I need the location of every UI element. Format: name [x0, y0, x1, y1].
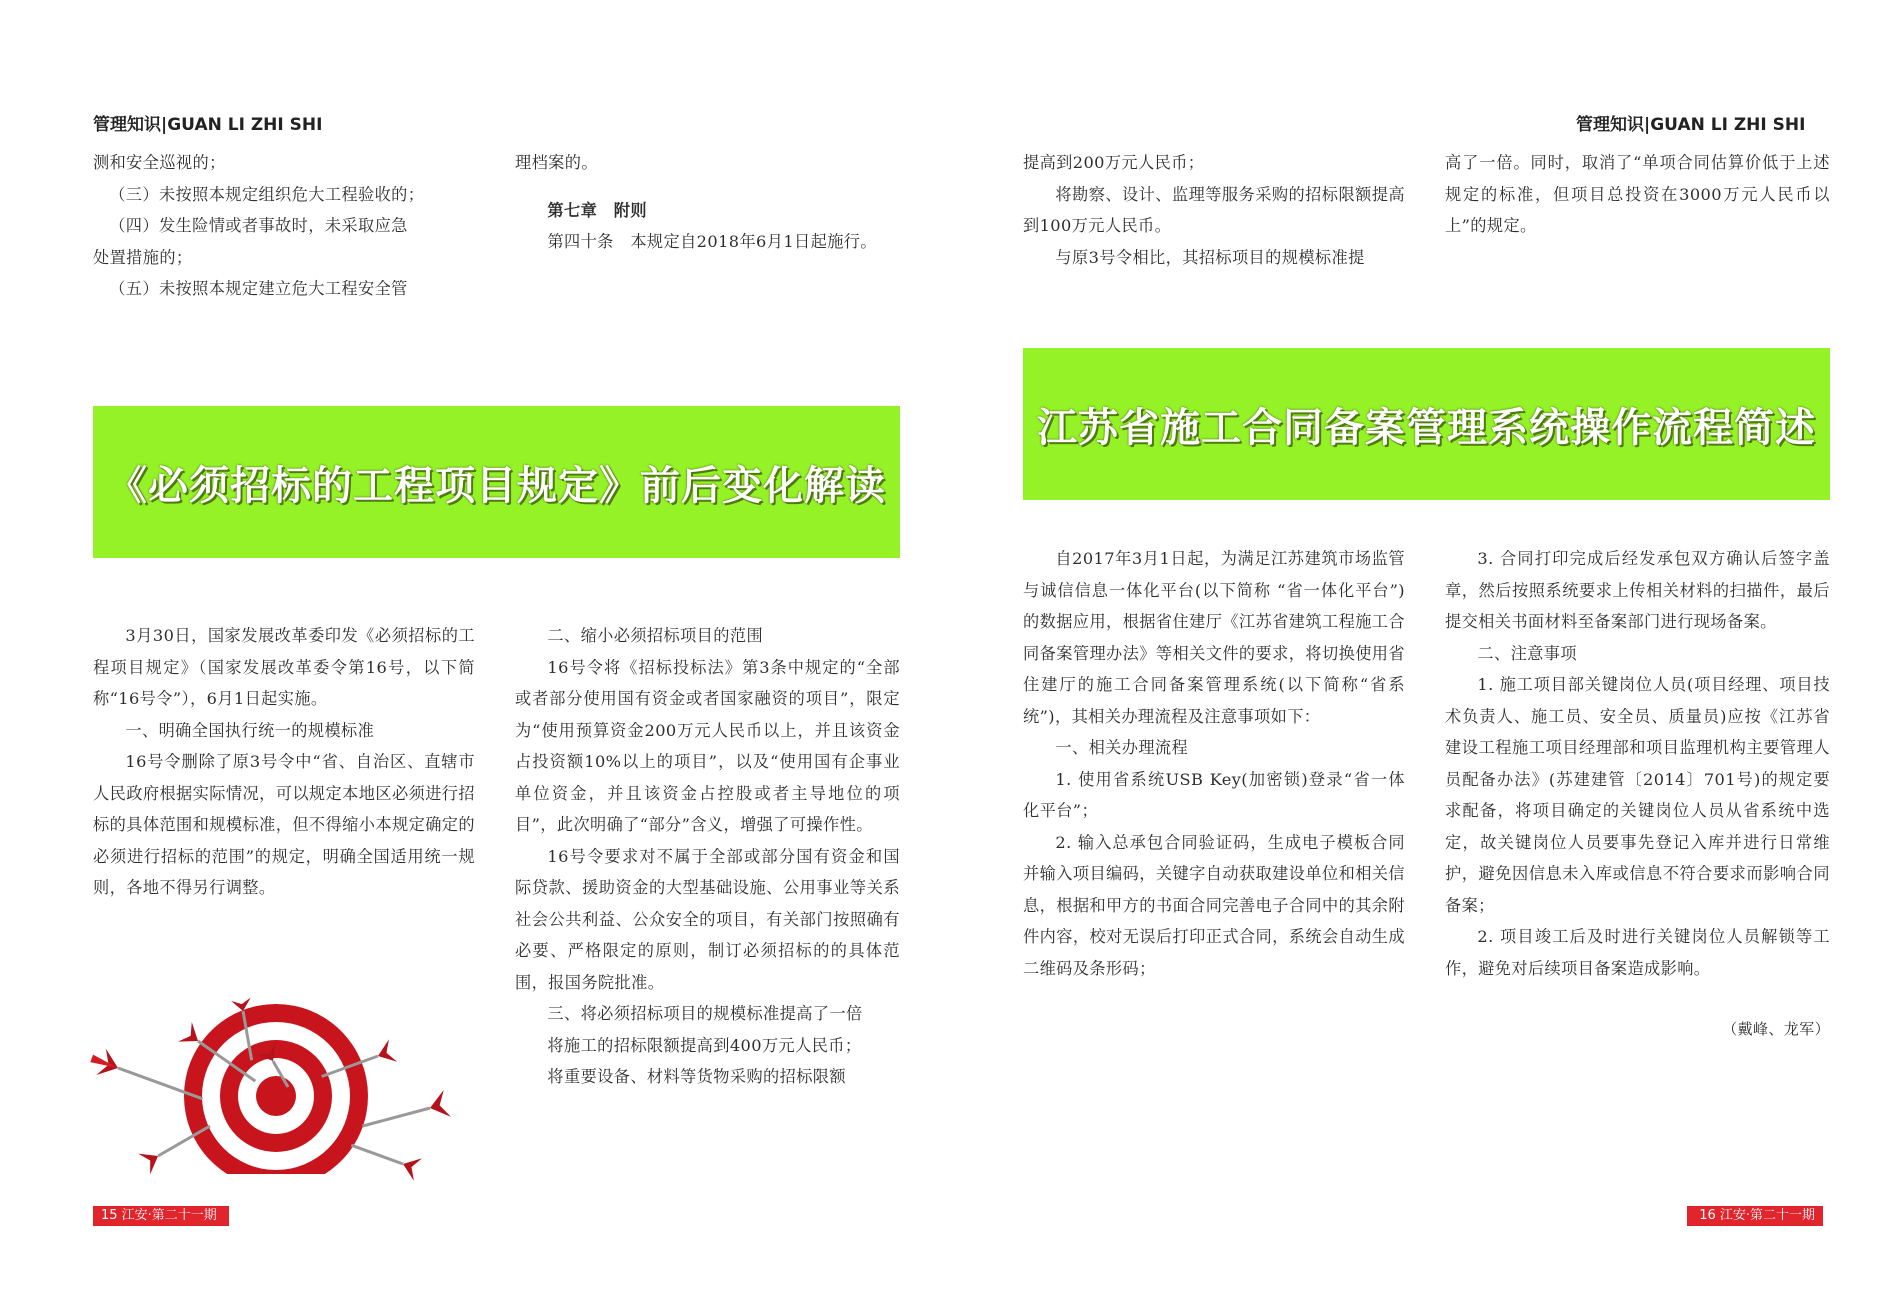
- left-top-column-2: [515, 147, 900, 258]
- article-title: 江苏省施工合同备案管理系统操作流程简述: [1037, 404, 1816, 451]
- paragraph: 自2017年3月1日起，为满足江苏建筑市场监管与诚信信息一体化平台(以下简称 “省一体化平台”)的数据应用，根据省住建厅《江苏省建筑工程施工合同备案管理办法》等相关文件的要求，将切换使用省住建厅的施工合同备案管理系统(以下简称“省系统”)，其相关办理流程及注意事项如下：: [1023, 549, 1405, 726]
- target-with-darts-illustration: [78, 996, 468, 1181]
- page-number-footer: 16 江安·第二十一期: [1687, 1206, 1823, 1226]
- right-top-column-1: [1023, 147, 1405, 273]
- paragraph: 将重要设备、材料等货物采购的招标限额: [547, 1067, 846, 1086]
- paragraph: 第四十条 本规定自2018年6月1日起施行。: [547, 232, 877, 251]
- section-heading: 三、将必须招标项目的规模标准提高了一倍: [547, 1004, 863, 1023]
- paragraph: 16号令将《招标投标法》第3条中规定的“全部或者部分使用国有资金或者国家融资的项目”，限定为“使用预算资金200万元人民币以上，并且该资金占投资额10%以上的项目”，以及“使用国有企事业单位资金，并且该资金占控股或者主导地位的项目”，此次明确了“部分”含义，增强了可操作性。: [515, 657, 900, 834]
- paragraph: 2. 输入总承包合同验证码，生成电子模板合同并输入项目编码，关键字自动获取建设单位和相关信息，根据和甲方的书面合同完善电子合同中的其余附件内容，校对无误后打印正式合同，系统会自动生成二维码及条形码；: [1023, 832, 1405, 978]
- paragraph: 2. 项目竣工后及时进行关键岗位人员解锁等工作，避免对后续项目备案造成影响。: [1445, 927, 1830, 978]
- dart-icon: [359, 1090, 451, 1140]
- paragraph: 16号令删除了原3号令中“省、自治区、直辖市人民政府根据实际情况，可以规定本地区必须进行招标的具体范围和规模标准，但不得缩小本规定确定的必须进行招标的范围”的规定，明确全国适用统一规则，各地不得另行调整。: [93, 752, 475, 897]
- article-title-banner: [93, 406, 900, 558]
- paragraph: 测和安全巡视的；: [93, 153, 226, 172]
- page-number-footer: 15 江安·第二十一期: [93, 1206, 229, 1226]
- paragraph: （五）未按照本规定建立危大工程安全管: [109, 279, 408, 298]
- paragraph: 1. 使用省系统USB Key(加密锁)登录“省一体化平台”；: [1023, 769, 1405, 820]
- section-heading: 二、注意事项: [1477, 643, 1577, 663]
- paragraph: 处置措施的；: [93, 247, 193, 267]
- section-heading: 二、缩小必须招标项目的范围: [547, 626, 764, 645]
- right-article-column-1: [1023, 543, 1405, 984]
- section-heading: 一、相关办理流程: [1055, 738, 1189, 757]
- left-article-column-1: [93, 620, 475, 904]
- paragraph: （三）未按照本规定组织危大工程验收的；: [109, 184, 425, 204]
- right-article-column-2: [1445, 543, 1830, 1046]
- page-header: 管理知识|GUAN LI ZHI SHI: [93, 115, 323, 135]
- paragraph: 16号令要求对不属于全部或部分国有资金和国际贷款、援助资金的大型基础设施、公用事业等关系社会公共利益、公众安全的项目，有关部门按照确有必要、严格限定的原则，制订必须招标的的具体范围，报国务院批准。: [515, 846, 900, 992]
- left-article-column-2: [515, 620, 900, 1093]
- article-title: 《必须招标的工程项目规定》前后变化解读: [107, 462, 886, 509]
- paragraph: 理档案的。: [515, 153, 598, 172]
- right-top-column-2: [1445, 147, 1830, 242]
- paragraph: 提高到200万元人民币；: [1023, 153, 1205, 172]
- article-title-banner: [1023, 348, 1830, 500]
- left-top-column-1: [93, 147, 475, 305]
- paragraph: 将施工的招标限额提高到400万元人民币；: [547, 1035, 862, 1055]
- target-icon: [168, 1004, 398, 1181]
- chapter-heading: 第七章 附则: [547, 200, 647, 220]
- right-page: [950, 0, 1900, 1298]
- paragraph: 3. 合同打印完成后经发承包双方确认后签字盖章，然后按照系统要求上传相关材料的扫描件，最后提交相关书面材料至备案部门进行现场备案。: [1445, 549, 1830, 631]
- paragraph: （四）发生险情或者事故时，未采取应急: [109, 216, 408, 235]
- page-header: 管理知识|GUAN LI ZHI SHI: [1576, 115, 1806, 135]
- paragraph: 将勘察、设计、监理等服务采购的招标限额提高到100万元人民币。: [1023, 184, 1405, 235]
- author-signature: （戴峰、龙军）: [1722, 1020, 1830, 1038]
- section-heading: 一、明确全国执行统一的规模标准: [125, 720, 375, 740]
- paragraph: 高了一倍。同时，取消了“单项合同估算价低于上述规定的标准，但项目总投资在3000万元人民币以上”的规定。: [1445, 153, 1830, 235]
- paragraph: 与原3号令相比，其招标项目的规模标准提: [1055, 247, 1365, 267]
- paragraph: 3月30日，国家发展改革委印发《必须招标的工程项目规定》（国家发展改革委令第16号，以下简称“16号令”），6月1日起实施。: [93, 626, 475, 708]
- paragraph: 1. 施工项目部关键岗位人员(项目经理、项目技术负责人、施工员、安全员、质量员)应按《江苏省建设工程施工项目经理部和项目监理机构主要管理人员配备办法》(苏建建管〔2014〕701号)的规定要求配备，将项目确定的关键岗位人员从省系统中选定，故关键岗位人员要事先登记入库并进行日常维护，避免因信息未入库或信息不符合要求而影响合同备案；: [1445, 675, 1830, 915]
- dart-icon: [347, 1134, 422, 1181]
